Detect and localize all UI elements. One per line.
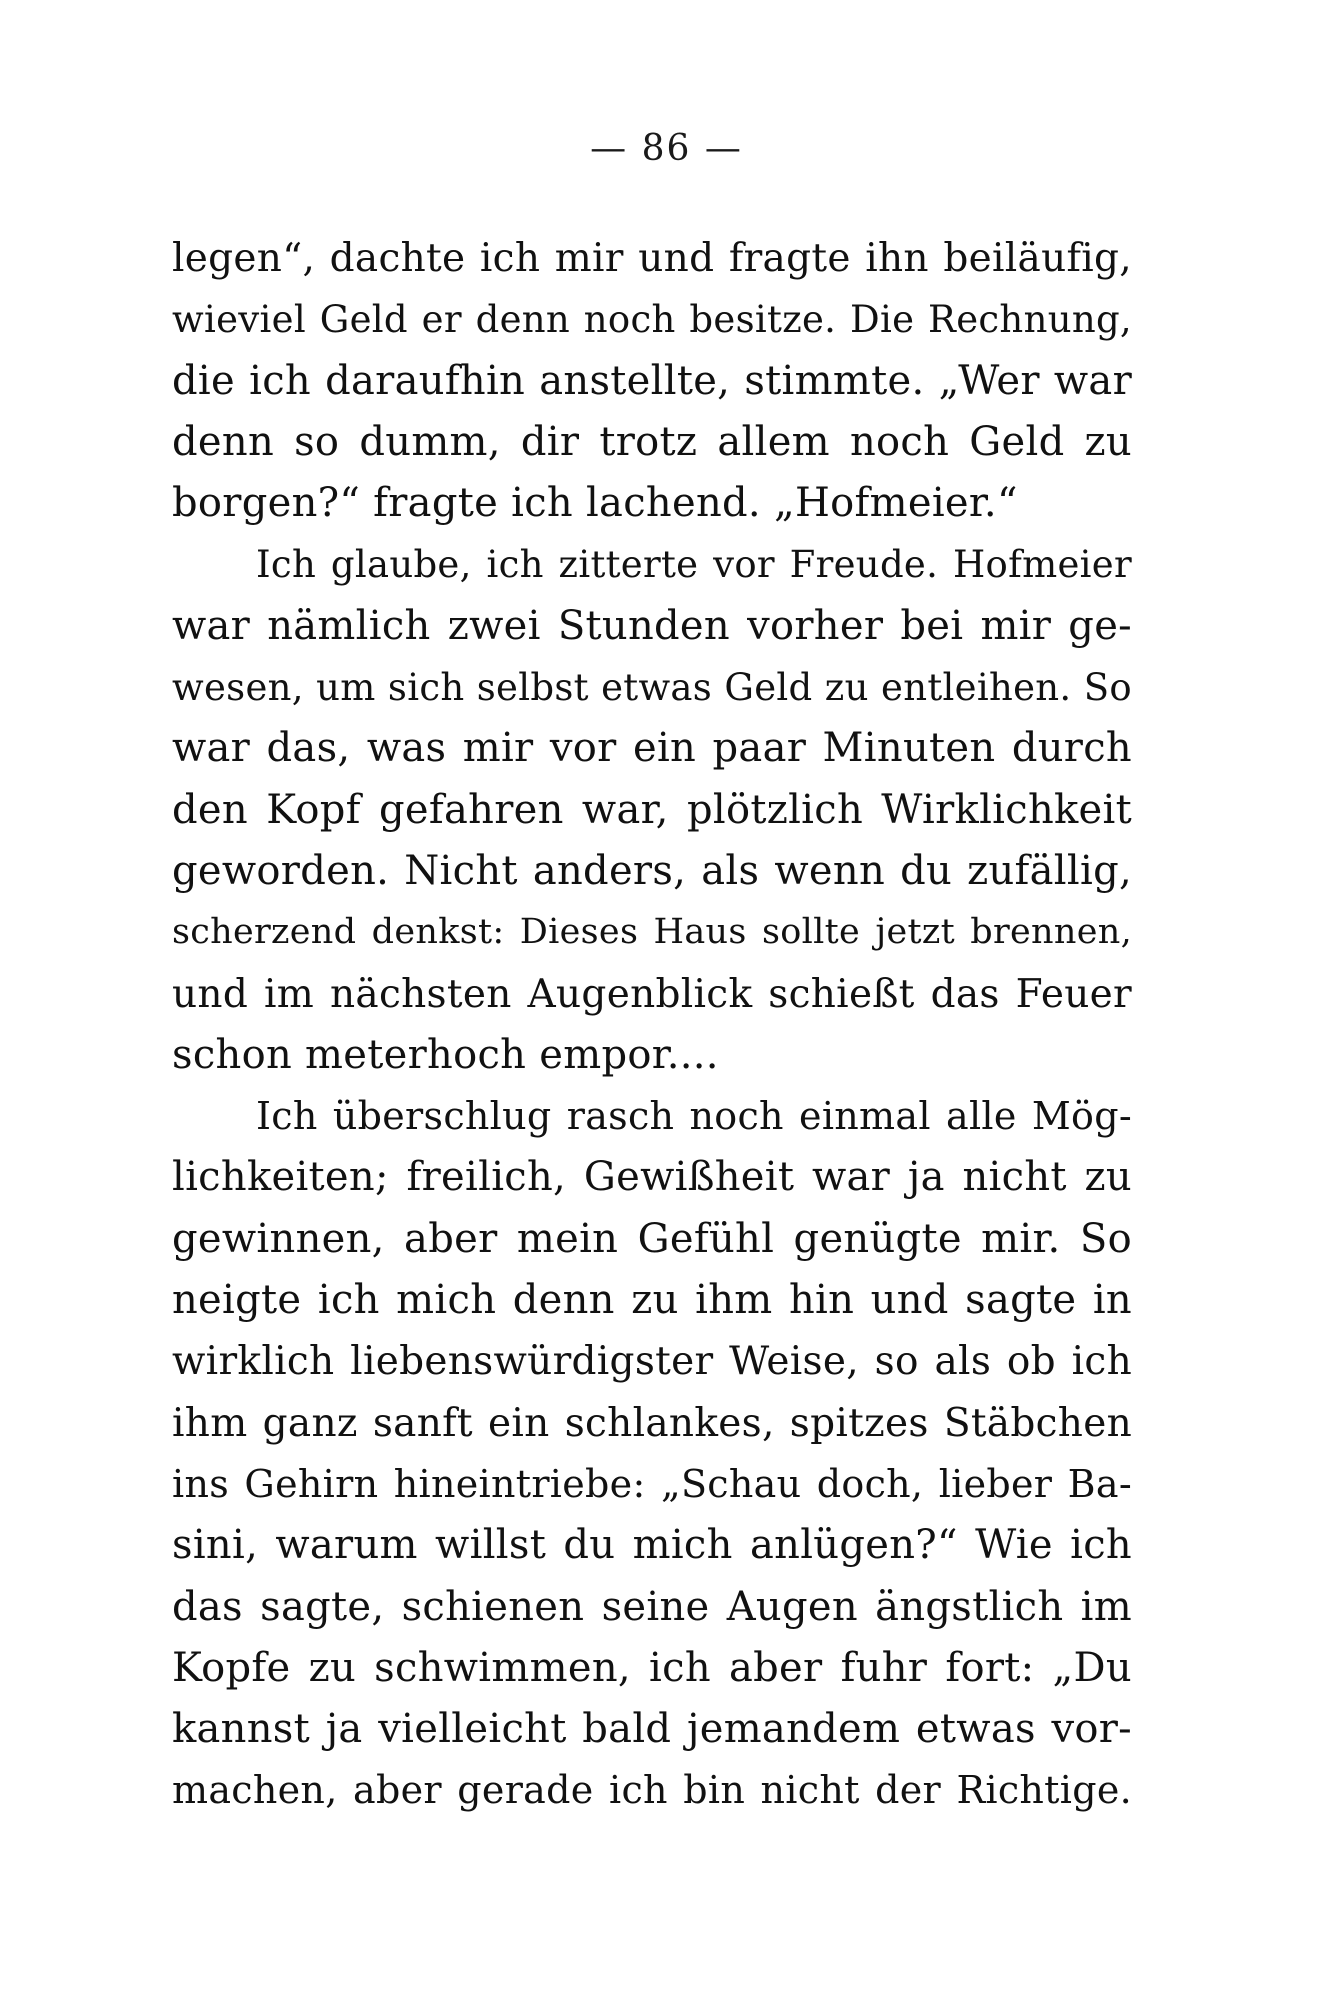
text-line: gewinnen, aber mein Gefühl genügte mir. So [172, 1215, 1132, 1262]
text-line: das sagte, schienen seine Augen ängstlich im [172, 1583, 1132, 1630]
text-line: Kopfe zu schwimmen, ich aber fuhr fort: „Du [172, 1644, 1132, 1691]
text-line: sini, warum willst du mich anlügen?“ Wie ich [172, 1522, 1132, 1569]
text-line: borgen?“ fragte ich lachend. „Hofmeier.“ [172, 480, 1018, 527]
text-line: wieviel Geld er denn noch besitze. Die Rechnung, [172, 298, 1132, 342]
text-line: ihm ganz sanft ein schlankes, spitzes Stäbchen [172, 1400, 1132, 1446]
paragraph-start-line: Ich glaube, ich zitterte vor Freude. Hofmeier [256, 543, 1132, 587]
text-line: scherzend denkst: Dieses Haus sollte jetzt brennen, [172, 912, 1132, 953]
text-line: den Kopf gefahren war, plötzlich Wirklichkeit [172, 786, 1132, 833]
page-number: — 86 — [590, 128, 743, 169]
text-line: war nämlich zwei Stunden vorher bei mir ge- [172, 602, 1132, 649]
text-line: neigte ich mich denn zu ihm hin und sagte in [172, 1277, 1132, 1324]
paragraph-start-line: Ich überschlug rasch noch einmal alle Mög- [256, 1094, 1132, 1139]
text-line: schon meterhoch empor.... [172, 1031, 719, 1078]
text-line: war das, was mir vor ein paar Minuten durch [172, 725, 1132, 772]
text-line: wesen, um sich selbst etwas Geld zu entleihen. So [172, 666, 1132, 710]
text-line: legen“, dachte ich mir und fragte ihn beiläufig, [172, 236, 1132, 281]
text-line: und im nächsten Augenblick schießt das Feuer [172, 971, 1132, 1017]
text-line: die ich daraufhin anstellte, stimmte. „Wer war [172, 357, 1132, 404]
text-line: lichkeiten; freilich, Gewißheit war ja nicht zu [172, 1154, 1132, 1201]
text-line: ins Gehirn hineintriebe: „Schau doch, lieber Ba- [172, 1461, 1132, 1506]
text-line: kannst ja vielleicht bald jemandem etwas vor- [172, 1706, 1132, 1753]
text-line: wirklich liebenswürdigster Weise, so als ob ich [172, 1339, 1132, 1385]
text-line: denn so dumm, dir trotz allem noch Geld zu [172, 418, 1132, 465]
body-text [172, 228, 1132, 1822]
text-line: geworden. Nicht anders, als wenn du zufällig, [172, 847, 1132, 894]
text-line: machen, aber gerade ich bin nicht der Richtige. [172, 1768, 1132, 1813]
